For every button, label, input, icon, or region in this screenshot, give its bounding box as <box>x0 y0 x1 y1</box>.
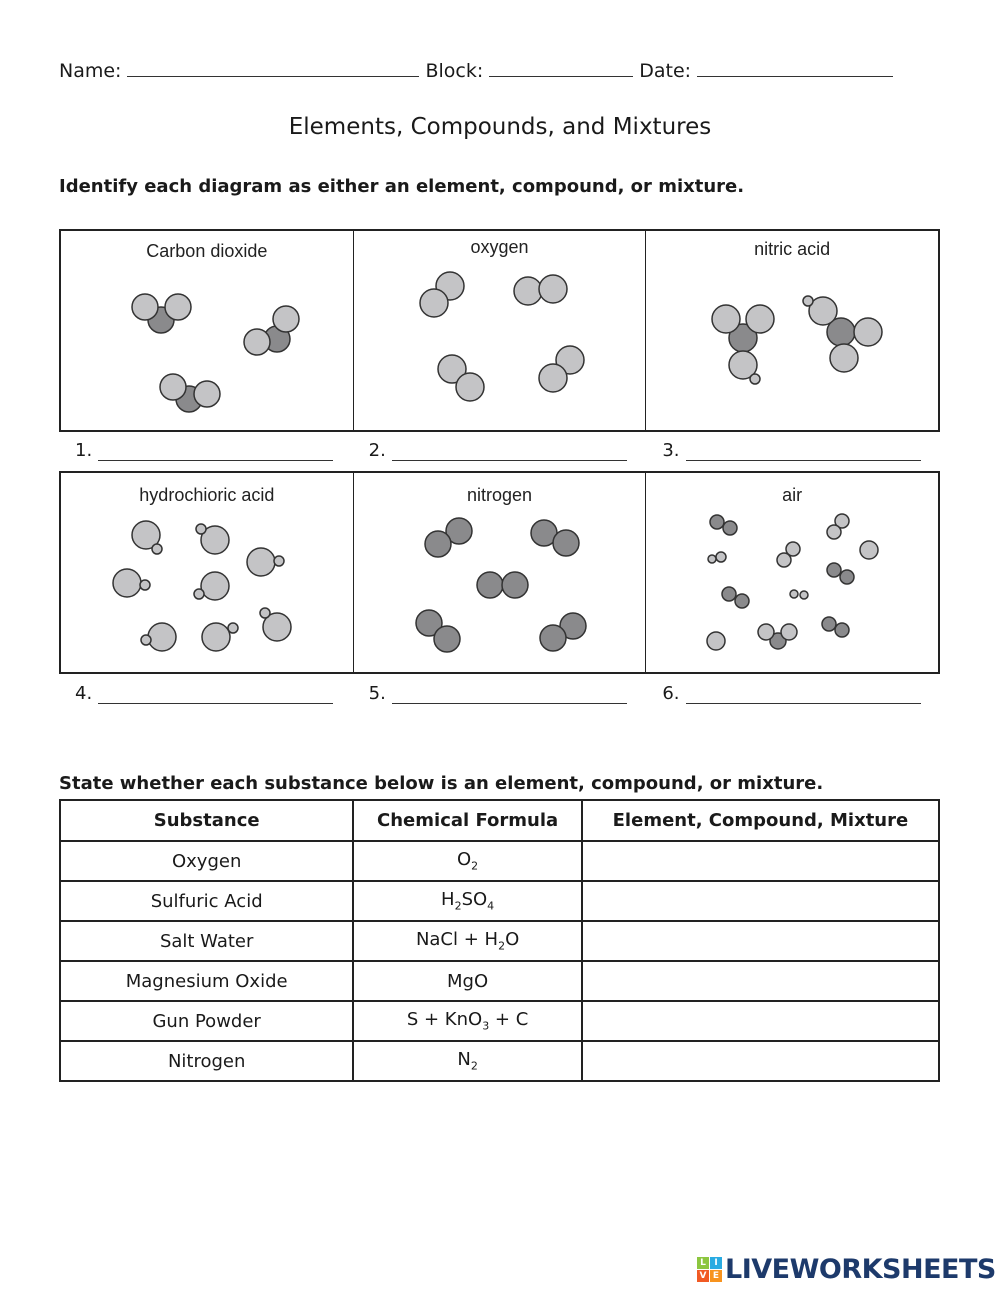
atom <box>260 608 270 618</box>
atom <box>514 277 542 305</box>
atom <box>803 296 813 306</box>
table-row <box>60 841 939 881</box>
answer-2 <box>353 440 647 461</box>
table-row <box>60 921 939 961</box>
answer-4-field[interactable] <box>98 687 333 704</box>
formula-subscript: 2 <box>471 859 479 873</box>
atom <box>132 294 158 320</box>
oxygen-molecules <box>354 231 647 431</box>
formula-text: O <box>457 849 472 871</box>
formula-subscript: 2 <box>498 939 506 953</box>
formula-cell <box>353 961 582 1001</box>
answer-number: 3. <box>662 440 680 461</box>
logo-block: V <box>697 1270 709 1282</box>
page-title: Elements, Compounds, and Mixtures <box>288 114 712 140</box>
atom <box>710 515 724 529</box>
diagram-label: hydrochioric acid <box>139 485 275 505</box>
atom <box>758 624 774 640</box>
atom <box>539 275 567 303</box>
diagram-label: air <box>782 485 803 505</box>
classification-answer-cell[interactable] <box>582 961 939 1001</box>
answer-2-field[interactable] <box>392 444 627 461</box>
nitric-acid-molecules <box>646 231 939 431</box>
atom <box>201 572 229 600</box>
formula-text: NaCl + H <box>415 929 499 951</box>
atom <box>113 569 141 597</box>
atom <box>165 294 191 320</box>
atom <box>750 374 760 384</box>
diagram-nitric-acid <box>646 231 938 430</box>
diagram-label: nitric acid <box>754 239 831 259</box>
table-header-row <box>60 800 939 841</box>
classification-answer-cell[interactable] <box>582 841 939 881</box>
atom <box>502 572 528 598</box>
atom <box>735 594 749 608</box>
atom <box>456 373 484 401</box>
date-label: Date: <box>639 60 692 82</box>
atom <box>152 544 162 554</box>
classification-answer-cell[interactable] <box>582 1041 939 1081</box>
atom <box>539 364 567 392</box>
logo-text: LIVEWORKSHEETS <box>725 1254 996 1285</box>
answer-4 <box>59 683 353 704</box>
table-row <box>60 961 939 1001</box>
atom <box>273 306 299 332</box>
answer-6 <box>646 683 940 704</box>
answer-6-field[interactable] <box>686 687 921 704</box>
liveworksheets-logo <box>697 1254 996 1285</box>
table-row <box>60 881 939 921</box>
answer-number: 6. <box>662 683 680 704</box>
diagram-label: nitrogen <box>466 485 533 505</box>
column-header-substance: Substance <box>60 800 353 841</box>
nitrogen-molecules <box>354 473 647 673</box>
block-field[interactable] <box>489 58 633 77</box>
student-info-line <box>59 58 899 82</box>
classification-answer-cell[interactable] <box>582 921 939 961</box>
carbon-dioxide-molecules <box>61 231 354 431</box>
atom <box>708 555 716 563</box>
answer-row-1 <box>59 440 940 461</box>
answer-3-field[interactable] <box>686 444 921 461</box>
atom <box>830 344 858 372</box>
atom <box>160 374 186 400</box>
substance-cell: Nitrogen <box>60 1041 353 1081</box>
section1-instruction: Identify each diagram as either an element, compound, or mixture. <box>59 176 745 197</box>
formula-cell <box>353 881 582 921</box>
logo-icon <box>697 1257 722 1282</box>
atom <box>434 626 460 652</box>
name-label: Name: <box>59 60 122 82</box>
atom <box>822 617 836 631</box>
atom <box>540 625 566 651</box>
column-header-formula: Chemical Formula <box>353 800 582 841</box>
atom <box>800 591 808 599</box>
diagram-carbon-dioxide <box>61 231 354 430</box>
atom <box>148 623 176 651</box>
atom <box>854 318 882 346</box>
atom <box>420 289 448 317</box>
atom <box>716 552 726 562</box>
atom <box>827 525 841 539</box>
atom <box>790 590 798 598</box>
atom <box>477 572 503 598</box>
logo-block: I <box>710 1257 722 1269</box>
table-row <box>60 1001 939 1041</box>
logo-block: E <box>710 1270 722 1282</box>
answer-3 <box>646 440 940 461</box>
diagram-row-2 <box>59 471 940 674</box>
classification-answer-cell[interactable] <box>582 1001 939 1041</box>
answer-number: 2. <box>368 440 386 461</box>
air-molecules <box>646 473 939 673</box>
atom <box>712 305 740 333</box>
atom <box>827 563 841 577</box>
atom <box>781 624 797 640</box>
table-row <box>60 1041 939 1081</box>
answer-5 <box>353 683 647 704</box>
atom <box>722 587 736 601</box>
diagram-row-1 <box>59 229 940 432</box>
atom <box>194 589 204 599</box>
formula-text: S + KnO <box>406 1009 483 1031</box>
formula-subscript: 2 <box>454 899 462 913</box>
diagram-label: Carbon dioxide <box>146 241 268 261</box>
substance-cell: Oxygen <box>60 841 353 881</box>
answer-row-2 <box>59 683 940 704</box>
classification-answer-cell[interactable] <box>582 881 939 921</box>
diagram-oxygen <box>354 231 647 430</box>
substance-cell: Gun Powder <box>60 1001 353 1041</box>
atom <box>196 524 206 534</box>
column-header-classification: Element, Compound, Mixture <box>582 800 939 841</box>
atom <box>840 570 854 584</box>
atom <box>141 635 151 645</box>
answer-5-field[interactable] <box>392 687 627 704</box>
atom <box>777 553 791 567</box>
atom <box>247 548 275 576</box>
logo-block: L <box>697 1257 709 1269</box>
atom <box>707 632 725 650</box>
name-field[interactable] <box>127 58 419 77</box>
block-label: Block: <box>425 60 484 82</box>
atom <box>194 381 220 407</box>
formula-text: O <box>505 929 520 951</box>
atom <box>553 530 579 556</box>
atom <box>274 556 284 566</box>
formula-cell <box>353 921 582 961</box>
substance-table <box>59 799 940 1082</box>
atom <box>202 623 230 651</box>
formula-subscript: 4 <box>487 899 495 913</box>
answer-number: 4. <box>75 683 93 704</box>
substance-cell: Magnesium Oxide <box>60 961 353 1001</box>
answer-1-field[interactable] <box>98 444 333 461</box>
formula-cell <box>353 1001 582 1041</box>
section2-instruction: State whether each substance below is an element, compound, or mixture. <box>59 773 824 794</box>
atom <box>244 329 270 355</box>
formula-text: + C <box>489 1009 529 1031</box>
atom <box>425 531 451 557</box>
answer-1 <box>59 440 353 461</box>
substance-cell: Salt Water <box>60 921 353 961</box>
diagram-nitrogen <box>354 473 647 672</box>
formula-text: MgO <box>447 970 489 992</box>
atom <box>746 305 774 333</box>
formula-text: N <box>457 1049 471 1071</box>
atom <box>140 580 150 590</box>
formula-subscript: 3 <box>482 1019 490 1033</box>
diagram-label: oxygen <box>470 237 529 257</box>
atom <box>835 623 849 637</box>
diagram-hydrochloric-acid <box>61 473 354 672</box>
formula-text: SO <box>461 889 488 911</box>
formula-text: H <box>441 889 455 911</box>
diagram-air <box>646 473 938 672</box>
substance-cell: Sulfuric Acid <box>60 881 353 921</box>
answer-number: 1. <box>75 440 93 461</box>
formula-cell <box>353 841 582 881</box>
formula-subscript: 2 <box>470 1059 478 1073</box>
hydrochloric-acid-molecules <box>61 473 354 673</box>
formula-cell <box>353 1041 582 1081</box>
atom <box>860 541 878 559</box>
answer-number: 5. <box>368 683 386 704</box>
atom <box>228 623 238 633</box>
date-field[interactable] <box>697 58 893 77</box>
atom <box>723 521 737 535</box>
